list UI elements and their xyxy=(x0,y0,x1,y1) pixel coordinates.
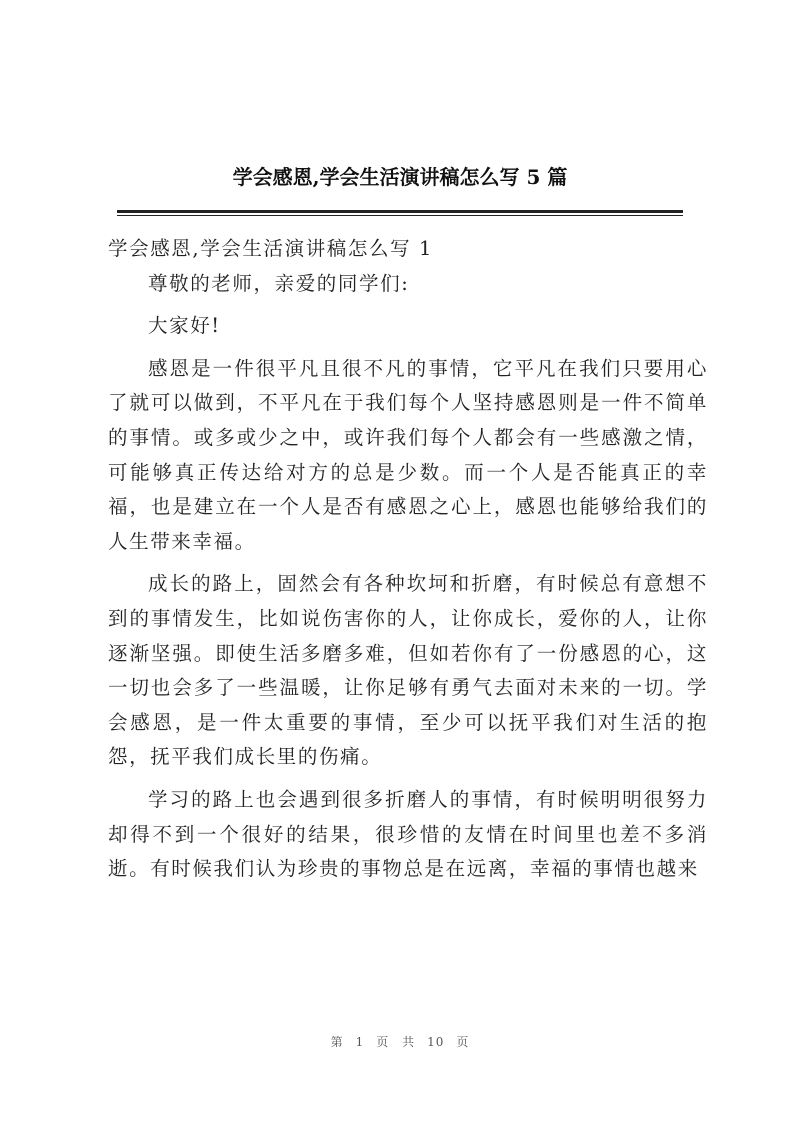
section-heading: 学会感恩,学会生活演讲稿怎么写 1 xyxy=(108,237,434,260)
salutation: 尊敬的老师，亲爱的同学们: xyxy=(148,271,410,295)
title-rule-thick xyxy=(117,210,683,213)
document-body xyxy=(108,232,708,895)
body-paragraph: 感恩是一件很平凡且很不凡的事情，它平凡在我们只要用心了就可以做到，不平凡在于我们每个人坚持感恩则是一件不简单的事情。或多或少之中，或许我们每个人都会有一些感激之情，可能够真正传达给对方的总是少数。而一个人是否能真正的幸福，也是建立在一个人是否有感恩之心上，感恩也能够给我们的人生带来幸福。 xyxy=(108,356,708,553)
greeting: 大家好! xyxy=(148,314,221,338)
current-page-number: 1 xyxy=(355,1035,365,1049)
total-pages-number: 10 xyxy=(427,1035,445,1049)
document-title: 学会感恩,学会生活演讲稿怎么写 5 篇 xyxy=(232,165,568,189)
page-suffix: 页 共 xyxy=(376,1035,416,1049)
page-footer xyxy=(0,1033,800,1050)
body-paragraph: 学习的路上也会遇到很多折磨人的事情，有时候明明很努力却得不到一个很好的结果，很珍惜的友情在时间里也差不多消逝。有时候我们认为珍贵的事物总是在远离，幸福的事情也越来 xyxy=(108,787,708,881)
page-label: 第 xyxy=(330,1035,344,1049)
body-paragraph: 成长的路上，固然会有各种坎坷和折磨，有时候总有意想不到的事情发生，比如说伤害你的人，让你成长，爱你的人，让你逐渐坚强。即使生活多磨多难，但如若你有了一份感恩的心，这一切也会多了一些温暖，让你足够有勇气去面对未来的一切。学会感恩，是一件太重要的事情，至少可以抚平我们对生活的抱怨，抚平我们成长里的伤痛。 xyxy=(108,572,708,769)
title-rule-thin xyxy=(117,215,683,216)
total-suffix: 页 xyxy=(456,1035,470,1049)
